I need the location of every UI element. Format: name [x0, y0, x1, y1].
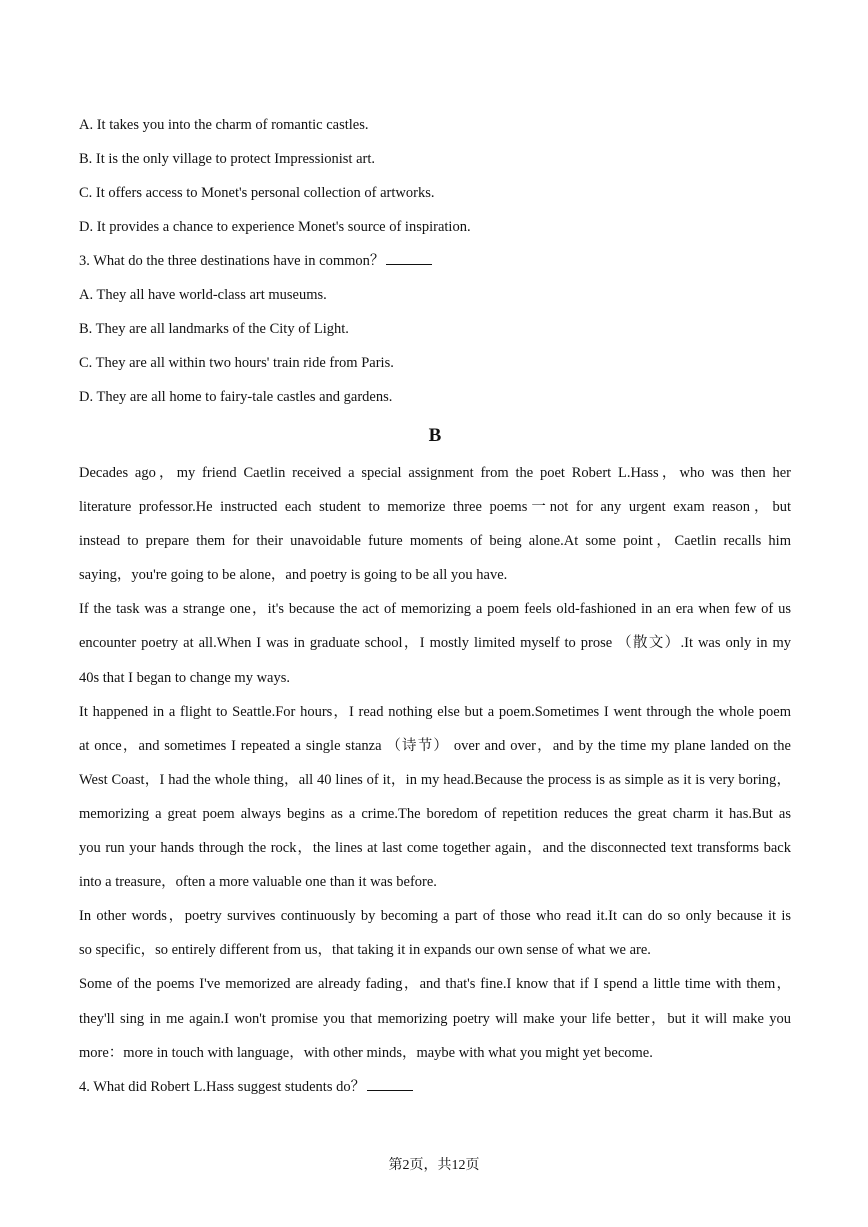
q4-question-text: 4. What did Robert L.Hass suggest students do？ [79, 1078, 366, 1095]
q2-option-b: B. It is the only village to protect Impressionist art. [79, 151, 375, 167]
passage-line: you run your hands through the rock，the lines at last come together again，and the disconnected text transforms back [79, 840, 791, 857]
passage-line: It happened in a flight to Seattle.For hours，I read nothing else but a poem.Sometimes I went through the whole poem [79, 703, 791, 720]
passage-line: In other words，poetry survives continuously by becoming a part of those who read it.It can do so only because it is [79, 908, 791, 925]
passage-line: encounter poetry at all.When I was in graduate school，I mostly limited myself to prose （散文）.It was only in my [79, 635, 791, 652]
passage-b [79, 456, 791, 1070]
q3-option-b: B. They are all landmarks of the City of Light. [79, 321, 349, 337]
q3-question-text: 3. What do the three destinations have in common？ [79, 253, 385, 269]
passage-line: they'll sing in me again.I won't promise you that memorizing poetry will make your life better，but it will make you [79, 1010, 791, 1027]
section-b-heading: B [428, 425, 442, 446]
answer-blank [386, 250, 432, 265]
passage-line: so specific，so entirely different from us，that taking it in expands our own sense of what we are. [79, 942, 651, 959]
passage-paragraph [79, 899, 791, 967]
q2-option-d: D. It provides a chance to experience Monet's source of inspiration. [79, 219, 471, 235]
q3-option-a: A. They all have world-class art museums. [79, 287, 327, 303]
page-content [79, 108, 791, 1104]
passage-line: Some of the poems I've memorized are already fading，and that's fine.I know that if I spend a little time with them， [79, 976, 791, 993]
passage-line: Decades ago，my friend Caetlin received a special assignment from the poet Robert L.Hass，who was then her [79, 465, 791, 481]
question-3 [79, 244, 791, 414]
q2-option-a: A. It takes you into the charm of romantic castles. [79, 117, 369, 133]
passage-paragraph [79, 592, 791, 694]
q4-stem [79, 1070, 791, 1104]
passage-line: 40s that I began to change my ways. [79, 669, 291, 686]
passage-line: If the task was a strange one，it's because the act of memorizing a poem feels old-fashioned in an era when few of us [79, 601, 791, 618]
q3-stem [79, 244, 791, 278]
passage-line: literature professor.He instructed each student to memorize three poems一not for any urgent exam reason，but [79, 499, 791, 516]
passage-line: more：more in touch with language，with other minds，maybe with what you might yet become. [79, 1044, 653, 1061]
passage-paragraph [79, 695, 791, 900]
q3-option-d: D. They are all home to fairy-tale castles and gardens. [79, 389, 393, 405]
q2-option-c: C. It offers access to Monet's personal collection of artworks. [79, 185, 435, 201]
passage-line: instead to prepare them for their unavoidable future moments of being alone.At some point，Caetlin recalls him [79, 533, 791, 550]
passage-paragraph [79, 967, 791, 1069]
passage-line: saying，you're going to be alone，and poetry is going to be all you have. [79, 567, 508, 584]
answer-blank [367, 1076, 413, 1091]
passage-paragraph [79, 456, 791, 592]
page-footer: 第2页，共12页 [388, 1158, 480, 1173]
passage-line: into a treasure，often a more valuable one than it was before. [79, 874, 437, 891]
question-4 [79, 1070, 791, 1104]
passage-line: West Coast，I had the whole thing，all 40 lines of it，in my head.Because the process is as simple as it is very boring， [79, 771, 791, 788]
passage-line: memorizing a great poem always begins as a crime.The boredom of repetition reduces the great charm it has.But as [79, 805, 791, 822]
q2-options [79, 108, 791, 244]
q3-option-c: C. They are all within two hours' train ride from Paris. [79, 355, 394, 371]
passage-line: at once，and sometimes I repeated a single stanza （诗节） over and over，and by the time my plane landed on the [79, 737, 791, 754]
